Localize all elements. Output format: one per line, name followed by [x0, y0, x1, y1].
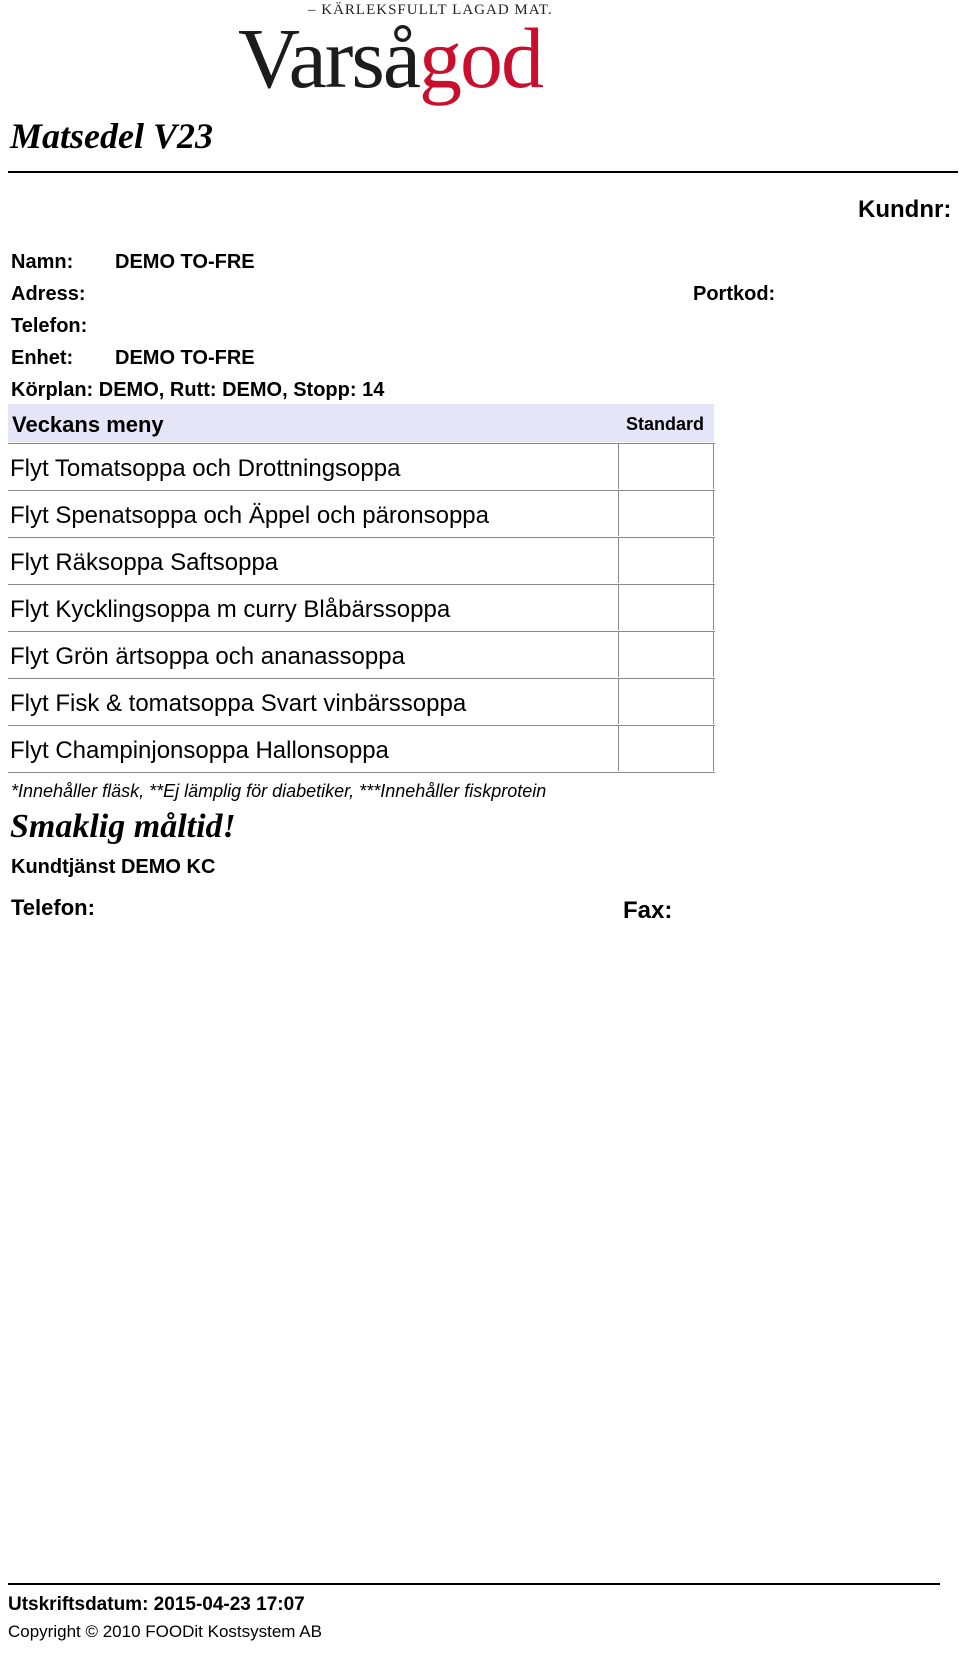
- standard-cell[interactable]: [618, 444, 714, 489]
- namn-label: Namn:: [11, 251, 74, 273]
- enhet-label: Enhet:: [11, 347, 74, 369]
- standard-cell[interactable]: [618, 491, 714, 536]
- contact-fax-label: Fax:: [623, 897, 673, 924]
- dish-name: Flyt Grön ärtsoppa och ananassoppa: [10, 643, 405, 670]
- menu-heading: Veckans meny: [12, 412, 164, 437]
- top-divider: [8, 171, 958, 173]
- closing-greeting: Smaklig måltid!: [10, 808, 236, 845]
- portkod-label: Portkod:: [693, 283, 776, 305]
- menu-table: [8, 443, 715, 773]
- namn-value: DEMO TO-FRE: [115, 251, 255, 273]
- standard-cell[interactable]: [618, 538, 714, 583]
- kundnr-label: Kundnr:: [858, 196, 952, 223]
- standard-cell[interactable]: [618, 679, 714, 724]
- print-date: Utskriftsdatum: 2015-04-23 17:07: [8, 1594, 305, 1615]
- footer-divider: [8, 1583, 940, 1585]
- contact-telefon-label: Telefon:: [11, 895, 95, 920]
- korplan-text: Körplan: DEMO, Rutt: DEMO, Stopp: 14: [11, 379, 385, 401]
- menu-row: [8, 491, 715, 538]
- customer-service: Kundtjänst DEMO KC: [11, 856, 216, 878]
- adress-label: Adress:: [11, 283, 86, 305]
- page-title: Matsedel V23: [10, 116, 213, 156]
- standard-cell[interactable]: [618, 585, 714, 630]
- menu-row: [8, 538, 715, 585]
- dish-name: Flyt Tomatsoppa och Drottningsoppa: [10, 455, 401, 482]
- dish-name: Flyt Champinjonsoppa Hallonsoppa: [10, 737, 389, 764]
- menu-column-standard: Standard: [626, 414, 705, 434]
- copyright-text: Copyright © 2010 FOODit Kostsystem AB: [8, 1622, 322, 1641]
- enhet-value: DEMO TO-FRE: [115, 347, 255, 369]
- menu-row: [8, 679, 715, 726]
- logo-tagline: – KÄRLEKSFULLT LAGAD MAT.: [308, 2, 553, 18]
- menu-header: [8, 404, 714, 442]
- menu-row: [8, 726, 715, 773]
- standard-cell[interactable]: [618, 726, 714, 771]
- menu-row: [8, 585, 715, 632]
- dish-name: Flyt Kycklingsoppa m curry Blåbärssoppa: [10, 596, 451, 623]
- dish-name: Flyt Spenatsoppa och Äppel och päronsoppa: [10, 502, 490, 529]
- dish-name: Flyt Fisk & tomatsoppa Svart vinbärssoppa: [10, 690, 467, 717]
- allergen-note: *Innehåller fläsk, **Ej lämplig för diabetiker, ***Innehåller fiskprotein: [11, 781, 547, 801]
- menu-row: [8, 443, 715, 491]
- logo-word-dark: Varså: [238, 10, 420, 106]
- dish-name: Flyt Räksoppa Saftsoppa: [10, 549, 279, 576]
- logo-wordmark: [238, 8, 542, 108]
- standard-cell[interactable]: [618, 632, 714, 677]
- menu-row: [8, 632, 715, 679]
- varsagod-logo: [240, 0, 600, 118]
- logo-word-red: god: [419, 10, 543, 106]
- telefon-label: Telefon:: [11, 315, 88, 337]
